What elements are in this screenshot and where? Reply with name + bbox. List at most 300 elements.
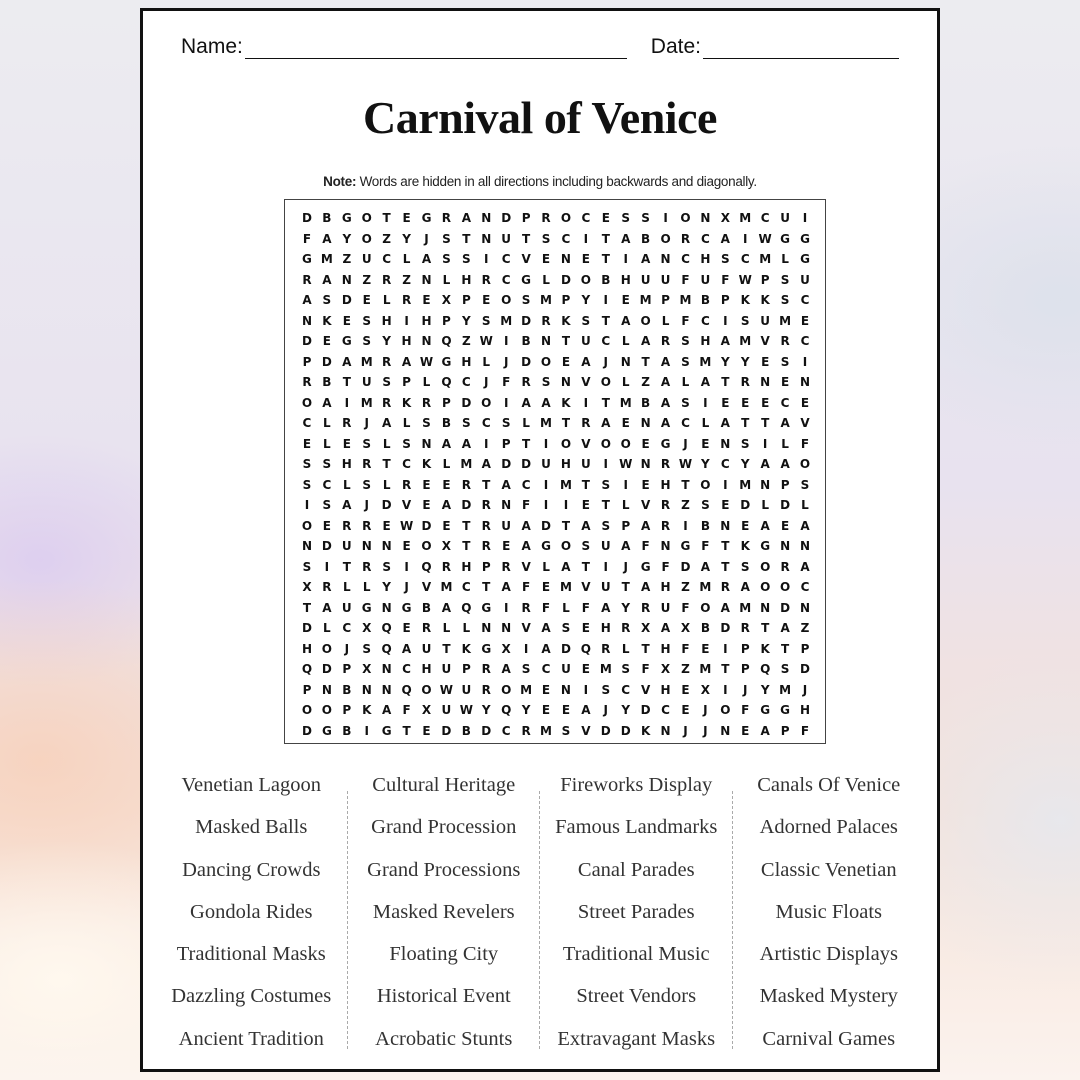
grid-letter[interactable]: N (720, 723, 731, 738)
grid-letter[interactable]: H (700, 252, 711, 267)
grid-letter[interactable]: R (421, 621, 432, 636)
grid-letter[interactable]: K (760, 293, 770, 308)
grid-letter[interactable]: N (381, 662, 392, 677)
grid-letter[interactable]: Q (401, 682, 412, 697)
grid-letter[interactable]: S (800, 477, 810, 492)
grid-letter[interactable]: A (382, 703, 392, 718)
grid-letter[interactable]: L (323, 416, 331, 431)
grid-letter[interactable]: S (442, 231, 451, 246)
grid-letter[interactable]: P (780, 723, 790, 738)
grid-letter[interactable]: N (620, 354, 631, 369)
grid-letter[interactable]: Q (441, 334, 452, 349)
grid-letter[interactable]: T (641, 641, 650, 656)
grid-letter[interactable]: A (401, 354, 412, 369)
grid-letter[interactable]: O (680, 211, 691, 226)
grid-letter[interactable]: M (699, 580, 712, 595)
grid-letter[interactable]: Y (720, 354, 730, 369)
grid-letter[interactable]: E (800, 313, 810, 328)
grid-letter[interactable]: S (521, 293, 531, 308)
grid-letter[interactable]: D (501, 211, 512, 226)
grid-letter[interactable]: L (382, 436, 391, 451)
grid-letter[interactable]: R (481, 518, 491, 533)
grid-letter[interactable]: N (381, 539, 392, 554)
grid-letter[interactable]: T (581, 559, 590, 574)
grid-letter[interactable]: F (701, 539, 710, 554)
grid-letter[interactable]: C (800, 580, 810, 595)
grid-letter[interactable]: R (720, 580, 730, 595)
grid-letter[interactable]: S (621, 662, 631, 677)
grid-letter[interactable]: R (362, 518, 372, 533)
grid-letter[interactable]: P (442, 395, 451, 410)
grid-letter[interactable]: T (721, 375, 730, 390)
grid-letter[interactable]: Z (402, 272, 411, 287)
grid-letter[interactable]: A (501, 580, 511, 595)
grid-letter[interactable]: W (459, 703, 473, 718)
grid-letter[interactable]: X (302, 580, 312, 595)
grid-letter[interactable]: R (401, 293, 412, 308)
grid-letter[interactable]: G (321, 723, 332, 738)
grid-letter[interactable]: R (382, 395, 392, 410)
grid-letter[interactable]: A (700, 559, 711, 574)
grid-letter[interactable]: N (660, 539, 671, 554)
grid-letter[interactable]: M (699, 662, 712, 677)
grid-letter[interactable]: N (341, 272, 352, 287)
grid-letter[interactable]: A (621, 539, 631, 554)
grid-letter[interactable]: N (799, 375, 811, 390)
grid-letter[interactable]: U (800, 272, 810, 287)
grid-letter[interactable]: N (381, 682, 392, 697)
grid-letter[interactable]: T (721, 539, 730, 554)
grid-letter[interactable]: A (720, 334, 730, 349)
date-line[interactable] (703, 36, 899, 59)
grid-letter[interactable]: R (481, 539, 491, 554)
grid-letter[interactable]: E (342, 436, 351, 451)
grid-letter[interactable]: P (442, 313, 451, 328)
grid-letter[interactable]: O (779, 580, 791, 595)
grid-letter[interactable]: Y (621, 600, 631, 615)
grid-letter[interactable]: C (322, 477, 332, 492)
grid-letter[interactable]: Y (481, 703, 491, 718)
grid-letter[interactable]: E (502, 539, 511, 554)
grid-letter[interactable]: N (361, 539, 372, 554)
grid-letter[interactable]: S (681, 395, 690, 410)
grid-letter[interactable]: Y (701, 457, 710, 472)
grid-letter[interactable]: I (324, 559, 330, 574)
grid-letter[interactable]: P (740, 662, 750, 677)
grid-letter[interactable]: G (481, 600, 492, 615)
grid-letter[interactable]: T (561, 518, 571, 533)
grid-letter[interactable]: V (581, 723, 591, 738)
grid-letter[interactable]: V (760, 334, 770, 349)
grid-letter[interactable]: R (441, 211, 452, 226)
grid-letter[interactable]: U (541, 457, 551, 472)
grid-letter[interactable]: Q (760, 662, 771, 677)
grid-letter[interactable]: E (322, 518, 331, 533)
grid-letter[interactable]: P (661, 293, 670, 308)
grid-letter[interactable]: Y (581, 293, 591, 308)
grid-letter[interactable]: R (740, 621, 750, 636)
grid-letter[interactable]: D (321, 539, 332, 554)
grid-letter[interactable]: Z (641, 375, 650, 390)
grid-letter[interactable]: A (581, 703, 591, 718)
grid-letter[interactable]: C (382, 252, 392, 267)
grid-letter[interactable]: O (640, 313, 651, 328)
grid-letter[interactable]: Y (461, 313, 471, 328)
grid-letter[interactable]: W (619, 457, 633, 472)
grid-letter[interactable]: D (521, 457, 532, 472)
grid-letter[interactable]: Q (580, 641, 591, 656)
grid-letter[interactable]: L (462, 621, 471, 636)
grid-letter[interactable]: L (761, 498, 769, 513)
grid-letter[interactable]: B (700, 621, 710, 636)
grid-letter[interactable]: F (502, 375, 511, 390)
grid-letter[interactable]: F (522, 498, 531, 513)
grid-letter[interactable]: S (402, 436, 411, 451)
grid-letter[interactable]: T (621, 580, 630, 595)
grid-letter[interactable]: F (302, 231, 312, 246)
grid-letter[interactable]: E (482, 293, 491, 308)
grid-letter[interactable]: N (760, 375, 771, 390)
grid-letter[interactable]: K (362, 703, 372, 718)
grid-letter[interactable]: W (678, 457, 693, 472)
grid-letter[interactable]: N (799, 539, 811, 554)
grid-letter[interactable]: W (419, 354, 434, 369)
grid-letter[interactable]: D (560, 641, 571, 656)
grid-letter[interactable]: N (720, 518, 731, 533)
grid-letter[interactable]: I (663, 211, 668, 226)
grid-letter[interactable]: S (442, 252, 451, 267)
grid-letter[interactable]: Q (301, 662, 313, 677)
grid-letter[interactable]: J (683, 436, 688, 451)
grid-letter[interactable]: L (323, 436, 331, 451)
grid-letter[interactable]: S (422, 416, 431, 431)
grid-letter[interactable]: S (780, 293, 790, 308)
grid-letter[interactable]: T (382, 457, 391, 472)
grid-letter[interactable]: Z (362, 272, 372, 287)
grid-letter[interactable]: E (761, 354, 770, 369)
grid-letter[interactable]: D (521, 313, 532, 328)
grid-letter[interactable]: G (341, 334, 352, 349)
grid-letter[interactable]: O (760, 580, 771, 595)
grid-letter[interactable]: Y (740, 354, 750, 369)
grid-letter[interactable]: C (541, 662, 551, 677)
grid-letter[interactable]: R (660, 457, 671, 472)
grid-letter[interactable]: O (501, 682, 512, 697)
grid-letter[interactable]: I (802, 354, 808, 369)
grid-letter[interactable]: G (780, 703, 791, 718)
grid-letter[interactable]: T (482, 580, 491, 595)
grid-letter[interactable]: C (661, 703, 670, 718)
grid-letter[interactable]: D (321, 354, 332, 369)
grid-letter[interactable]: U (461, 682, 472, 697)
grid-letter[interactable]: L (681, 375, 690, 390)
grid-letter[interactable]: I (683, 518, 688, 533)
grid-letter[interactable]: G (780, 231, 791, 246)
grid-letter[interactable]: N (381, 600, 392, 615)
grid-letter[interactable]: A (461, 211, 471, 226)
grid-letter[interactable]: S (362, 313, 372, 328)
grid-letter[interactable]: Q (381, 621, 392, 636)
grid-letter[interactable]: J (424, 231, 429, 246)
grid-letter[interactable]: V (401, 498, 412, 513)
grid-letter[interactable]: S (382, 375, 391, 390)
grid-letter[interactable]: L (442, 272, 451, 287)
grid-letter[interactable]: E (721, 498, 730, 513)
grid-letter[interactable]: M (360, 395, 373, 410)
grid-letter[interactable]: F (681, 641, 690, 656)
grid-letter[interactable]: F (681, 600, 690, 615)
grid-letter[interactable]: B (342, 723, 352, 738)
grid-letter[interactable]: I (623, 477, 628, 492)
grid-letter[interactable]: M (440, 580, 453, 595)
grid-letter[interactable]: S (561, 621, 571, 636)
grid-letter[interactable]: H (421, 313, 432, 328)
grid-letter[interactable]: F (541, 600, 551, 615)
grid-letter[interactable]: D (780, 498, 791, 513)
grid-letter[interactable]: S (740, 313, 750, 328)
grid-letter[interactable]: R (521, 375, 531, 390)
grid-letter[interactable]: I (623, 252, 628, 267)
grid-letter[interactable]: O (560, 211, 572, 226)
grid-letter[interactable]: H (660, 641, 671, 656)
grid-letter[interactable]: S (780, 272, 790, 287)
grid-letter[interactable]: A (760, 723, 770, 738)
grid-letter[interactable]: E (581, 621, 590, 636)
grid-letter[interactable]: E (621, 293, 630, 308)
grid-letter[interactable]: Y (382, 580, 391, 595)
grid-letter[interactable]: B (342, 682, 352, 697)
grid-letter[interactable]: Z (681, 662, 690, 677)
grid-letter[interactable]: N (640, 457, 651, 472)
grid-letter[interactable]: C (561, 231, 571, 246)
grid-letter[interactable]: S (382, 559, 391, 574)
grid-letter[interactable]: C (481, 416, 491, 431)
grid-letter[interactable]: A (660, 416, 671, 431)
grid-letter[interactable]: M (599, 662, 612, 677)
grid-letter[interactable]: C (461, 375, 471, 390)
grid-letter[interactable]: C (461, 580, 471, 595)
grid-letter[interactable]: B (700, 518, 710, 533)
grid-letter[interactable]: X (720, 211, 730, 226)
grid-letter[interactable]: E (442, 518, 451, 533)
grid-letter[interactable]: U (760, 313, 771, 328)
grid-letter[interactable]: G (481, 641, 492, 656)
grid-letter[interactable]: N (481, 211, 492, 226)
grid-letter[interactable]: O (421, 682, 432, 697)
grid-letter[interactable]: Y (740, 457, 750, 472)
grid-letter[interactable]: M (500, 313, 513, 328)
grid-letter[interactable]: N (560, 682, 571, 697)
grid-letter[interactable]: P (760, 272, 770, 287)
grid-letter[interactable]: F (402, 703, 411, 718)
grid-letter[interactable]: E (761, 395, 770, 410)
grid-letter[interactable]: E (422, 477, 431, 492)
grid-letter[interactable]: E (541, 580, 551, 595)
grid-letter[interactable]: A (501, 477, 511, 492)
grid-letter[interactable]: U (640, 272, 651, 287)
grid-letter[interactable]: O (620, 436, 631, 451)
grid-letter[interactable]: A (561, 559, 571, 574)
grid-letter[interactable]: C (342, 621, 352, 636)
grid-letter[interactable]: E (681, 682, 690, 697)
grid-letter[interactable]: H (461, 354, 472, 369)
grid-letter[interactable]: L (342, 580, 351, 595)
grid-letter[interactable]: I (344, 395, 350, 410)
grid-letter[interactable]: D (381, 498, 392, 513)
grid-letter[interactable]: T (721, 559, 730, 574)
grid-letter[interactable]: E (621, 416, 630, 431)
grid-letter[interactable]: P (780, 477, 790, 492)
grid-letter[interactable]: T (681, 477, 690, 492)
grid-letter[interactable]: D (800, 662, 810, 677)
grid-letter[interactable]: I (583, 231, 589, 246)
grid-letter[interactable]: L (801, 498, 809, 513)
grid-letter[interactable]: U (700, 272, 711, 287)
grid-letter[interactable]: L (562, 600, 570, 615)
grid-letter[interactable]: T (462, 539, 471, 554)
grid-letter[interactable]: I (543, 436, 549, 451)
grid-letter[interactable]: H (381, 313, 392, 328)
grid-letter[interactable]: A (780, 621, 790, 636)
grid-letter[interactable]: D (720, 621, 731, 636)
grid-letter[interactable]: A (581, 518, 591, 533)
grid-letter[interactable]: A (660, 621, 671, 636)
grid-letter[interactable]: J (484, 375, 489, 390)
grid-letter[interactable]: R (362, 457, 372, 472)
grid-letter[interactable]: A (322, 395, 332, 410)
grid-letter[interactable]: C (501, 252, 511, 267)
grid-letter[interactable]: T (342, 559, 351, 574)
grid-letter[interactable]: U (361, 252, 372, 267)
grid-letter[interactable]: E (701, 436, 710, 451)
grid-letter[interactable]: U (580, 457, 591, 472)
grid-letter[interactable]: A (780, 457, 790, 472)
grid-letter[interactable]: R (660, 334, 671, 349)
grid-letter[interactable]: R (541, 313, 551, 328)
grid-letter[interactable]: T (581, 477, 590, 492)
grid-letter[interactable]: S (322, 293, 332, 308)
grid-letter[interactable]: P (461, 293, 471, 308)
grid-letter[interactable]: R (660, 518, 671, 533)
name-field[interactable] (181, 29, 627, 59)
grid-letter[interactable]: S (701, 498, 710, 513)
grid-letter[interactable]: A (621, 231, 631, 246)
grid-letter[interactable]: I (503, 395, 509, 410)
grid-letter[interactable]: S (601, 682, 611, 697)
grid-letter[interactable]: C (681, 416, 690, 431)
grid-letter[interactable]: L (781, 436, 789, 451)
grid-letter[interactable]: I (543, 477, 549, 492)
grid-letter[interactable]: A (541, 621, 551, 636)
grid-letter[interactable]: N (760, 477, 771, 492)
name-line[interactable] (245, 36, 627, 59)
grid-letter[interactable]: B (641, 395, 651, 410)
grid-letter[interactable]: F (522, 580, 531, 595)
grid-letter[interactable]: M (759, 252, 772, 267)
grid-letter[interactable]: C (501, 272, 511, 287)
grid-letter[interactable]: K (561, 395, 571, 410)
grid-letter[interactable]: L (382, 477, 391, 492)
grid-letter[interactable]: N (660, 723, 671, 738)
grid-letter[interactable]: L (621, 375, 630, 390)
grid-letter[interactable]: T (780, 641, 790, 656)
grid-letter[interactable]: U (780, 211, 790, 226)
grid-letter[interactable]: C (302, 416, 312, 431)
grid-letter[interactable]: C (700, 231, 710, 246)
grid-letter[interactable]: V (581, 580, 591, 595)
grid-letter[interactable]: Z (382, 231, 391, 246)
grid-letter[interactable]: S (641, 211, 650, 226)
grid-letter[interactable]: F (581, 600, 590, 615)
grid-letter[interactable]: D (301, 211, 312, 226)
grid-letter[interactable]: U (441, 662, 452, 677)
grid-letter[interactable]: S (322, 457, 332, 472)
grid-letter[interactable]: R (342, 518, 352, 533)
grid-letter[interactable]: D (620, 723, 631, 738)
grid-letter[interactable]: P (621, 518, 631, 533)
date-field[interactable] (651, 29, 899, 59)
grid-letter[interactable]: G (401, 600, 412, 615)
grid-letter[interactable]: N (501, 498, 512, 513)
grid-letter[interactable]: G (541, 539, 551, 554)
grid-letter[interactable]: D (341, 293, 352, 308)
grid-letter[interactable]: M (699, 354, 712, 369)
grid-letter[interactable]: R (601, 641, 611, 656)
grid-letter[interactable]: H (421, 662, 432, 677)
grid-letter[interactable]: S (362, 436, 372, 451)
grid-letter[interactable]: A (302, 293, 312, 308)
grid-letter[interactable]: X (700, 682, 711, 697)
grid-letter[interactable]: R (641, 600, 651, 615)
grid-letter[interactable]: N (640, 416, 651, 431)
grid-letter[interactable]: M (520, 682, 533, 697)
grid-letter[interactable]: T (601, 498, 610, 513)
grid-letter[interactable]: X (441, 539, 452, 554)
grid-letter[interactable]: I (802, 211, 808, 226)
grid-letter[interactable]: O (321, 703, 332, 718)
grid-letter[interactable]: G (361, 600, 372, 615)
grid-letter[interactable]: O (301, 395, 313, 410)
grid-letter[interactable]: G (640, 559, 651, 574)
grid-letter[interactable]: R (322, 580, 332, 595)
grid-letter[interactable]: A (322, 231, 332, 246)
grid-letter[interactable]: E (800, 395, 810, 410)
grid-letter[interactable]: E (641, 477, 650, 492)
grid-letter[interactable]: E (302, 436, 312, 451)
grid-letter[interactable]: C (581, 211, 591, 226)
grid-letter[interactable]: E (422, 498, 431, 513)
grid-letter[interactable]: R (421, 395, 432, 410)
grid-letter[interactable]: A (521, 395, 531, 410)
grid-letter[interactable]: A (481, 457, 491, 472)
grid-letter[interactable]: A (720, 231, 730, 246)
grid-letter[interactable]: D (780, 600, 791, 615)
grid-letter[interactable]: A (720, 416, 730, 431)
grid-letter[interactable]: T (462, 231, 471, 246)
grid-letter[interactable]: Q (441, 375, 452, 390)
grid-letter[interactable]: R (382, 354, 392, 369)
grid-letter[interactable]: U (361, 375, 372, 390)
grid-letter[interactable]: N (780, 539, 791, 554)
grid-letter[interactable]: D (421, 518, 432, 533)
grid-letter[interactable]: S (302, 477, 312, 492)
grid-letter[interactable]: I (723, 641, 728, 656)
grid-letter[interactable]: E (561, 354, 571, 369)
grid-letter[interactable]: O (580, 272, 591, 287)
grid-letter[interactable]: E (641, 436, 650, 451)
grid-letter[interactable]: A (740, 580, 750, 595)
grid-letter[interactable]: B (641, 231, 651, 246)
